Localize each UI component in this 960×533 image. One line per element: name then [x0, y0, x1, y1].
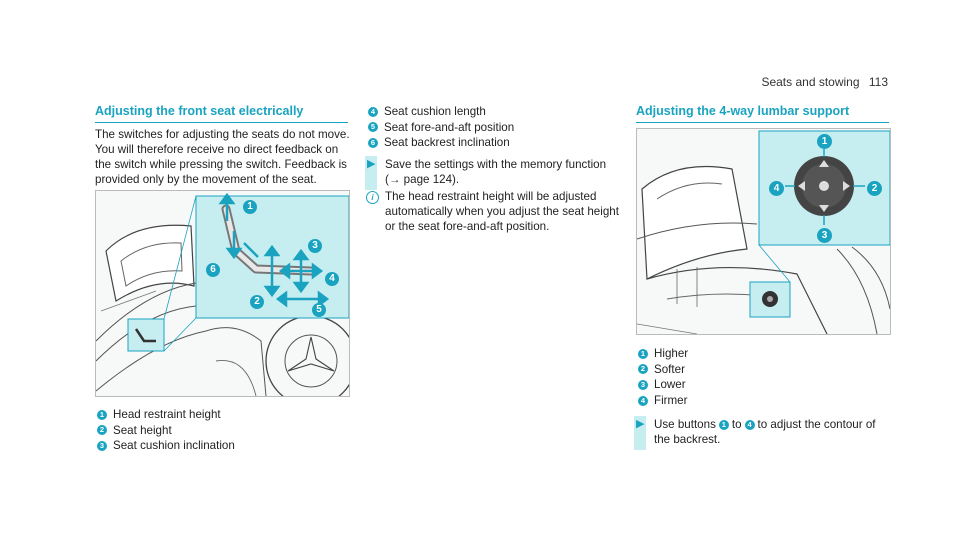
list-item: [638, 393, 888, 409]
legend-text: Firmer: [654, 393, 688, 407]
inline-number: 1: [719, 420, 729, 430]
step-text: the backrest.: [654, 433, 721, 446]
callout-number: 2: [867, 181, 882, 196]
legend-text: Seat cushion length: [384, 105, 486, 118]
legend-text: Seat height: [113, 423, 172, 437]
callout-number: 3: [308, 239, 322, 253]
section-title-lumbar: Adjusting the 4-way lumbar support: [636, 104, 889, 123]
intro-line: The switches for adjusting the seats do not move.: [95, 128, 350, 141]
callout-3: [817, 225, 838, 243]
seat-switch-figure: [95, 190, 350, 397]
legend-list-middle: [368, 104, 628, 151]
list-item: [97, 438, 357, 454]
callout-4: [325, 268, 345, 286]
legend-text: Lower: [654, 378, 686, 392]
callout-number: 4: [769, 181, 784, 196]
callout-2: [250, 291, 270, 309]
legend-text: Higher: [654, 347, 689, 360]
legend-number: 3: [97, 441, 107, 451]
legend-text: Head restraint height: [113, 408, 221, 421]
legend-number: 1: [97, 410, 107, 420]
callout-1: [243, 196, 263, 214]
legend-number: 2: [638, 364, 648, 374]
step-arrow-icon: ▶: [636, 418, 645, 430]
callout-number: 1: [817, 134, 832, 149]
step-text: Save the settings with the memory function: [385, 158, 607, 171]
legend-number: 3: [638, 380, 648, 390]
legend-text: Seat cushion inclination: [113, 439, 235, 453]
list-item: [638, 346, 888, 362]
callout-number: 1: [243, 200, 257, 214]
page-reference-link[interactable]: (→ page 124).: [385, 173, 460, 186]
callout-6: [206, 259, 226, 277]
legend-list-right: [638, 346, 888, 408]
callout-4: [769, 178, 790, 196]
list-item: [638, 377, 888, 393]
list-item: [368, 104, 628, 120]
callout-number: 3: [817, 228, 832, 243]
seat-switch-illustration: [96, 191, 349, 396]
legend-number: 1: [638, 349, 648, 359]
section-name: Seats and stowing: [761, 75, 860, 89]
info-line: The head restraint height will be adjusted: [385, 190, 597, 203]
intro-line: You will therefore receive no direct feedback on: [95, 143, 339, 156]
list-item: [97, 423, 357, 439]
list-item: [638, 362, 888, 378]
list-item: [368, 120, 628, 136]
info-icon: i: [366, 191, 379, 204]
legend-number: 2: [97, 425, 107, 435]
legend-number: 6: [368, 138, 378, 148]
legend-number: 5: [368, 122, 378, 132]
step-text: to: [731, 418, 742, 431]
lumbar-illustration: [637, 129, 890, 334]
callout-3: [308, 235, 328, 253]
page-number: 113: [868, 75, 888, 89]
legend-number: 4: [638, 396, 648, 406]
instruction-step: [365, 157, 630, 187]
callout-number: 4: [325, 272, 339, 286]
callout-5: [312, 299, 332, 317]
callout-2: [867, 178, 888, 196]
legend-list-left: [97, 407, 357, 454]
running-header: [761, 75, 888, 89]
inline-number: 4: [745, 420, 755, 430]
step-arrow-icon: ▶: [367, 158, 376, 170]
legend-text: Seat backrest inclination: [384, 136, 510, 150]
section-title-front-seat: Adjusting the front seat electrically: [95, 104, 348, 123]
intro-paragraph: [95, 127, 357, 187]
step-text: Use buttons: [654, 418, 716, 431]
step-text: to adjust the contour of: [757, 418, 876, 431]
callout-1: [817, 131, 838, 149]
instruction-step-lumbar: [634, 417, 890, 447]
list-item: [97, 407, 357, 423]
info-line: automatically when you adjust the seat height: [385, 205, 619, 218]
intro-line: provided only by the movement of the seat.: [95, 173, 317, 186]
intro-line: the switch while pressing the switch. Feedback is: [95, 158, 347, 171]
list-item: [368, 135, 628, 151]
info-line: or the seat fore-and-aft position.: [385, 220, 550, 233]
info-note: [365, 189, 630, 234]
legend-number: 4: [368, 107, 378, 117]
lumbar-support-figure: [636, 128, 891, 335]
callout-number: 6: [206, 263, 220, 277]
callout-number: 5: [312, 303, 326, 317]
legend-text: Softer: [654, 362, 685, 376]
legend-text: Seat fore-and-aft position: [384, 120, 515, 134]
callout-number: 2: [250, 295, 264, 309]
